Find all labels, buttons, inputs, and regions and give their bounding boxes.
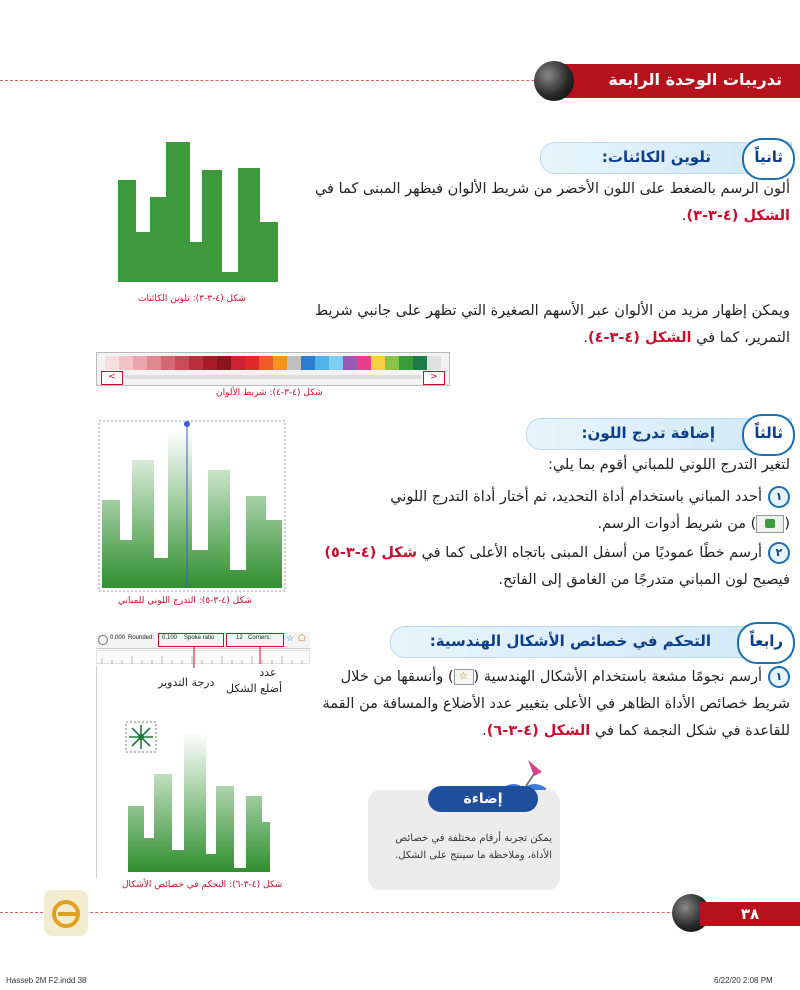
step1-end: . bbox=[482, 723, 487, 739]
color-palette-bar bbox=[96, 352, 450, 386]
lock-icon bbox=[98, 635, 108, 645]
section2-heading bbox=[540, 142, 792, 174]
section3-step2 bbox=[300, 540, 790, 594]
page-number: ٣٨ bbox=[700, 902, 800, 926]
swatch[interactable] bbox=[245, 356, 259, 370]
corners-label: Corners: bbox=[248, 635, 272, 641]
unit-header-bar bbox=[540, 64, 800, 98]
swatch[interactable] bbox=[315, 356, 329, 370]
unit-header-title: تدريبات الوحدة الرابعة bbox=[608, 70, 782, 89]
para2-end: . bbox=[583, 330, 588, 346]
star-tool-inline-icon: ☆ bbox=[454, 669, 474, 685]
para2-text: ويمكن إظهار مزيد من الألوان عبر الأسهم الصغيرة التي تظهر على جانبي شريط التمرير، كما في bbox=[314, 303, 790, 346]
rounded-label: Rounded: bbox=[128, 635, 155, 641]
scroll-right-arrow-icon[interactable]: > bbox=[423, 371, 445, 385]
polygon-tool-icon[interactable]: ⬠ bbox=[298, 634, 306, 644]
scroll-left-arrow-icon[interactable]: < bbox=[101, 371, 123, 385]
step1-text: أحدد المباني باستخدام أداة التحديد، ثم أختار أداة التدرج اللوني bbox=[390, 489, 762, 505]
slug-date: 6/22/20 2:08 PM bbox=[714, 976, 773, 985]
swatch[interactable] bbox=[147, 356, 161, 370]
rounded-value[interactable]: 0.000 bbox=[110, 635, 126, 641]
para1-end: . bbox=[681, 208, 687, 224]
swatch[interactable] bbox=[133, 356, 147, 370]
publisher-logo bbox=[44, 890, 88, 936]
step1-text-a: أرسم نجومًا مشعة باستخدام الأشكال الهندسية ( bbox=[473, 669, 762, 685]
para1-figure-ref: الشكل (٤-٣-٣) bbox=[686, 208, 790, 224]
section2-paragraph1 bbox=[300, 176, 790, 230]
palette-scrollbar[interactable] bbox=[99, 371, 447, 383]
section3-intro: لتغير التدرج اللوني للمباني أقوم بما يلي: bbox=[547, 457, 790, 473]
illumination-tag: إضاءة bbox=[428, 786, 538, 812]
caption-fig6: شكل (٤-٣-٦): التحكم في خصائص الأشكال bbox=[122, 880, 283, 890]
slug-file: Hasseb 2M F2.indd 38 bbox=[6, 976, 87, 985]
figure-gradient-buildings bbox=[98, 420, 286, 592]
swatch[interactable] bbox=[329, 356, 343, 370]
swatch[interactable] bbox=[203, 356, 217, 370]
section4-title: التحكم في خصائص الأشكال الهندسية: bbox=[429, 632, 711, 650]
step2-text: أرسم خطًا عموديًا من أسفل المبنى باتجاه الأعلى كما في bbox=[416, 545, 762, 561]
caption-fig4: شكل (٤-٣-٤): شريط الألوان bbox=[216, 388, 323, 398]
section2-title: تلوين الكائنات: bbox=[601, 148, 711, 166]
swatch[interactable] bbox=[287, 356, 301, 370]
logo-mark-icon bbox=[44, 890, 88, 936]
figure-shape-properties bbox=[126, 726, 272, 876]
caption-fig5: شكل (٤-٣-٥): التدرج اللوني للمباني bbox=[118, 596, 252, 606]
swatch[interactable] bbox=[105, 356, 119, 370]
figure-colored-buildings bbox=[110, 132, 286, 290]
section4-step1 bbox=[320, 664, 790, 745]
green-buildings bbox=[118, 142, 278, 282]
step1-text2: ) من شريط أدوات الرسم. bbox=[597, 516, 757, 532]
star-tool-icon[interactable]: ☆ bbox=[286, 634, 295, 644]
spoke-value[interactable]: 0.100 bbox=[162, 635, 178, 641]
palette-swatches bbox=[105, 356, 441, 370]
section3-heading bbox=[526, 418, 792, 450]
swatch[interactable] bbox=[259, 356, 273, 370]
step1-text-b: ) وأنسقها من خلال شريط خصائص الأداة الظاهر في الأعلى بتغيير عدد الأضلاع والمسافة من القمة للقاعدة في شكل النجمة كما في bbox=[322, 669, 790, 739]
swatch[interactable] bbox=[357, 356, 371, 370]
swatch[interactable] bbox=[385, 356, 399, 370]
step1-paren-open: ( bbox=[784, 516, 790, 532]
swatch[interactable] bbox=[399, 356, 413, 370]
step-number: ١ bbox=[768, 486, 790, 508]
step-number: ١ bbox=[768, 666, 790, 688]
section2-badge: ثانياً bbox=[742, 138, 795, 180]
step1-figure-ref: الشكل (٤-٣-٦) bbox=[486, 723, 591, 739]
para1-text: ألون الرسم بالضغط على اللون الأخضر من شريط الألوان فيظهر المبنى كما في bbox=[314, 181, 790, 197]
swatch[interactable] bbox=[161, 356, 175, 370]
caption-fig3: شكل (٤-٣-٣): تلوين الكائنات bbox=[138, 294, 246, 304]
swatch[interactable] bbox=[217, 356, 231, 370]
step2-text2: فيصبح لون المباني متدرجًا من الغامق إلى الفاتح. bbox=[498, 572, 790, 588]
header-knob bbox=[534, 61, 574, 101]
gradient-buildings bbox=[102, 430, 282, 588]
section2-paragraph2 bbox=[300, 298, 790, 352]
swatch[interactable] bbox=[189, 356, 203, 370]
step-number: ٢ bbox=[768, 542, 790, 564]
illumination-text: يمكن تجربة أرقام مختلفة في خصائص الأداة، وملاحظة ما سينتج على الشكل. bbox=[395, 833, 552, 861]
gradient-buildings-small bbox=[128, 732, 270, 872]
swatch[interactable] bbox=[119, 356, 133, 370]
section4-heading bbox=[390, 626, 792, 658]
corners-value[interactable]: 12 bbox=[236, 635, 243, 641]
label-sides-2: أضلع الشكل bbox=[226, 682, 283, 695]
swatch[interactable] bbox=[273, 356, 287, 370]
step2-figure-ref: شكل (٤-٣-٥) bbox=[324, 545, 417, 561]
swatch[interactable] bbox=[231, 356, 245, 370]
section3-title: إضافة تدرج اللون: bbox=[581, 424, 715, 442]
swatch[interactable] bbox=[175, 356, 189, 370]
para2-figure-ref: الشكل (٤-٣-٤) bbox=[588, 330, 692, 346]
swatch[interactable] bbox=[371, 356, 385, 370]
scroll-track[interactable] bbox=[125, 375, 421, 379]
label-sides-1: عدد bbox=[259, 666, 277, 679]
spoke-label: Spoke ratio bbox=[184, 635, 215, 641]
section3-badge: ثالثاً bbox=[742, 414, 795, 456]
swatch[interactable] bbox=[343, 356, 357, 370]
section4-badge: رابعاً bbox=[737, 622, 795, 664]
gradient-tool-icon bbox=[756, 515, 784, 533]
swatch[interactable] bbox=[413, 356, 427, 370]
label-rounding: درجة التدوير bbox=[158, 676, 215, 689]
section3-step1 bbox=[300, 484, 790, 538]
swatch[interactable] bbox=[301, 356, 315, 370]
swatch[interactable] bbox=[427, 356, 441, 370]
gradient-handle-top[interactable] bbox=[184, 421, 190, 427]
